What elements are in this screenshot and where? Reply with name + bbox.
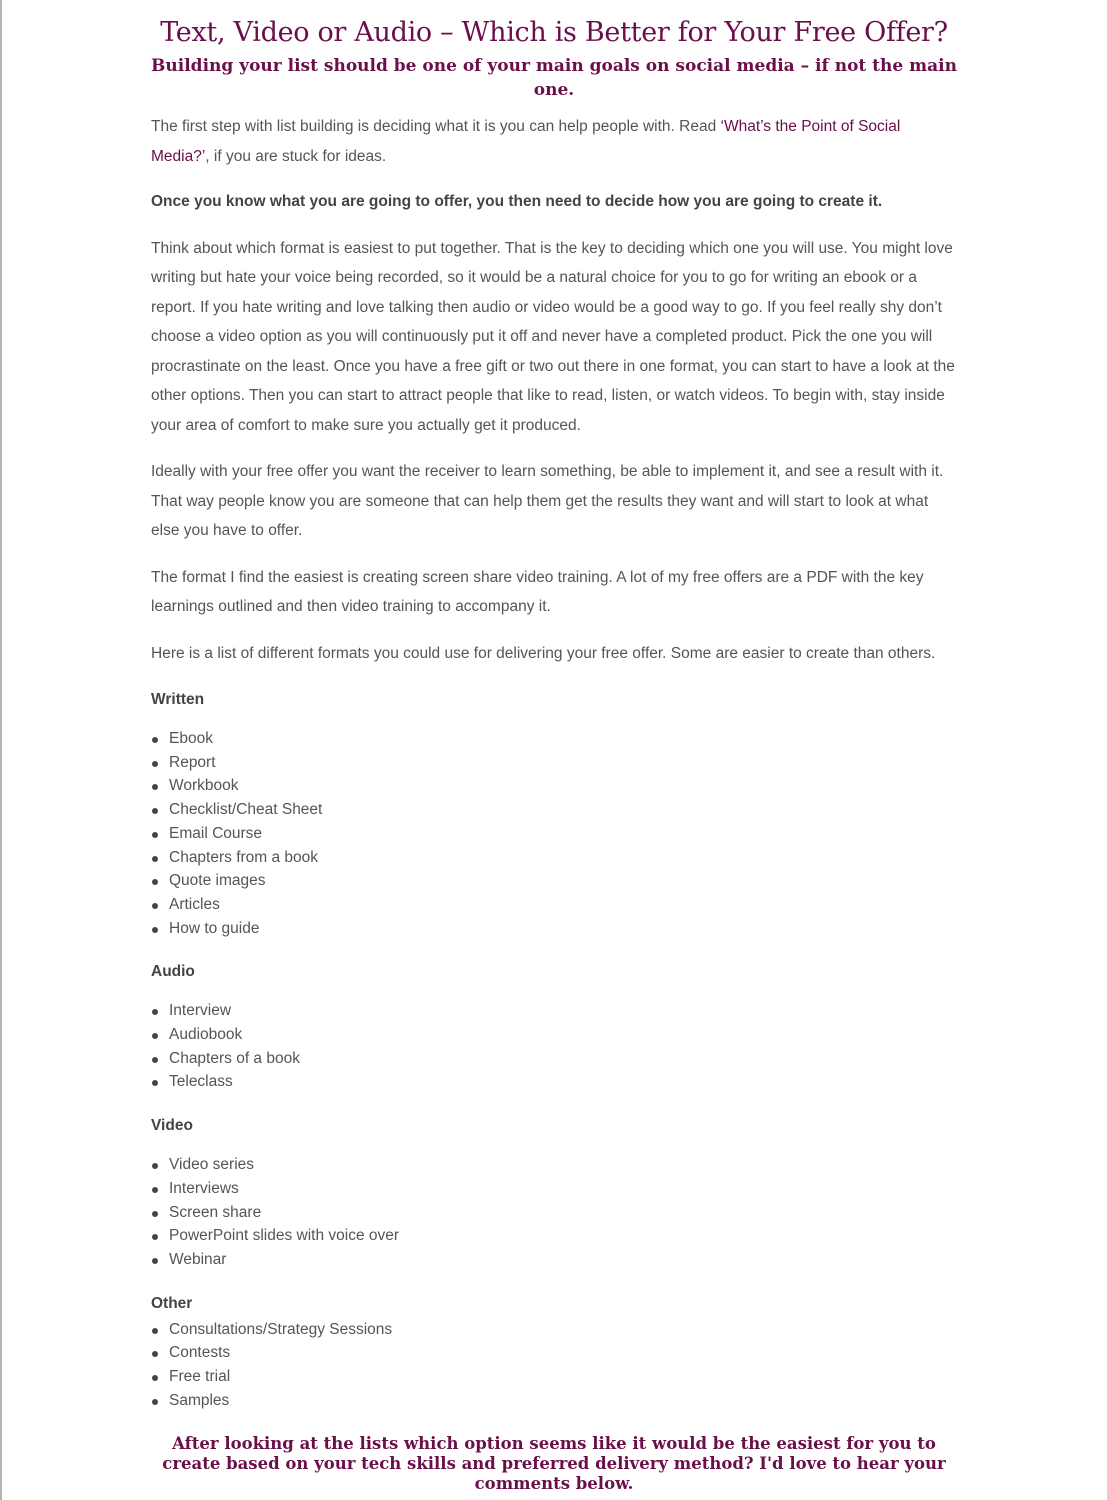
list-item	[151, 798, 957, 822]
list-item-label: How to guide	[169, 919, 260, 937]
page-left-border	[0, 0, 2, 1500]
format-list-audio	[151, 999, 957, 1094]
easiest-format-paragraph: The format I find the easiest is creating screen share video training. A lot of my free offers are a PDF with the key learnings outlined and then video training to accompany it.	[151, 568, 924, 615]
list-item	[151, 1153, 957, 1177]
list-item-label: Articles	[169, 895, 220, 913]
list-item-label: Report	[169, 753, 216, 771]
format-list-other	[151, 1318, 957, 1413]
section-heading-video: Video	[151, 1117, 193, 1135]
list-item	[151, 893, 957, 917]
list-item	[151, 751, 957, 775]
bullet-icon	[152, 879, 158, 885]
intro-text-after-link: , if you are stuck for ideas.	[205, 147, 387, 165]
list-item	[151, 1201, 957, 1225]
list-item-label: Chapters of a book	[169, 1049, 300, 1067]
list-item	[151, 917, 957, 941]
list-item-label: Interview	[169, 1002, 232, 1020]
bullet-icon	[152, 1328, 158, 1334]
list-item	[151, 1341, 957, 1365]
bullet-icon	[152, 1234, 158, 1240]
list-item	[151, 727, 957, 751]
list-item	[151, 1047, 957, 1071]
bullet-icon	[152, 1399, 158, 1405]
intro-paragraph	[151, 112, 957, 171]
bullet-icon	[152, 1187, 158, 1193]
bullet-icon	[152, 1258, 158, 1264]
bullet-icon	[152, 1057, 158, 1063]
bullet-icon	[152, 1211, 158, 1217]
list-item	[151, 869, 957, 893]
list-item	[151, 846, 957, 870]
list-item-label: Teleclass	[169, 1073, 233, 1091]
list-item-label: Audiobook	[169, 1026, 243, 1044]
bullet-icon	[152, 832, 158, 838]
list-intro-paragraph: Here is a list of different formats you could use for delivering your free offer. Some are easier to create than others.	[151, 644, 936, 662]
bullet-icon	[152, 927, 158, 933]
list-item-label: Samples	[169, 1391, 230, 1409]
article-title: Text, Video or Audio – Which is Better for Your Free Offer?	[160, 17, 948, 48]
bullet-icon	[152, 856, 158, 862]
format-paragraph: Think about which format is easiest to put together. That is the key to deciding which one you will use. You might love writing but hate your voice being recorded, so it would be a natural choice for you to go for writing an ebook or a report. If you hate writing and love talking then audio or video would be a good way to go. If you feel really shy don’t choose a video option as you will continuously put it off and never have a completed product. Pick the one you will procrastinate on the least. Once you have a free gift or two out there in one format, you can start to have a look at the other options. Then you can start to attract people that like to read, listen, or watch videos. To begin with, stay inside your area of comfort to make sure you actually get it produced.	[151, 239, 955, 434]
section-heading-written: Written	[151, 691, 205, 708]
list-item	[151, 774, 957, 798]
list-item	[151, 1023, 957, 1047]
format-sections	[151, 685, 957, 1412]
list-item-label: Checklist/Cheat Sheet	[169, 801, 323, 819]
list-item-label: Ebook	[169, 730, 213, 747]
bullet-icon	[152, 1009, 158, 1015]
list-item	[151, 822, 957, 846]
bullet-icon	[152, 1375, 158, 1381]
list-item	[151, 1389, 957, 1413]
bullet-icon	[152, 1033, 158, 1039]
list-item-label: Quote images	[169, 872, 266, 890]
list-item	[151, 999, 957, 1023]
whats-the-point-link[interactable]: ‘What’s the Point of Social Media?’	[151, 118, 901, 165]
bullet-icon	[152, 1351, 158, 1357]
format-list-video	[151, 1153, 957, 1272]
bullet-icon	[152, 761, 158, 767]
bullet-icon	[152, 903, 158, 909]
article	[151, 0, 957, 1494]
ideal-paragraph: Ideally with your free offer you want the receiver to learn something, be able to implement it, and see a result with it. That way people know you are someone that can help them get the results they want and will start to look at what else you have to offer.	[151, 463, 944, 539]
bullet-icon	[152, 737, 158, 743]
list-item	[151, 1365, 957, 1389]
bullet-icon	[152, 1163, 158, 1169]
list-item-label: Screen share	[169, 1203, 262, 1221]
list-item-label: Email Course	[169, 824, 263, 842]
article-subtitle: Building your list should be one of your main goals on social media – if not the main one.	[151, 56, 957, 100]
bullet-icon	[152, 784, 158, 790]
list-item-label: Interviews	[169, 1179, 239, 1197]
intro-text-before-link: The first step with list building is deciding what it is you can help people with. Read	[151, 118, 721, 135]
list-item	[151, 1248, 957, 1272]
list-item-label: Video series	[169, 1156, 255, 1174]
list-item-label: Free trial	[169, 1368, 231, 1386]
list-item	[151, 1224, 957, 1248]
format-list-written	[151, 727, 957, 940]
section-heading-other: Other	[151, 1294, 193, 1312]
list-item-label: Webinar	[169, 1250, 227, 1268]
list-item	[151, 1177, 957, 1201]
list-item-label: Consultations/Strategy Sessions	[169, 1320, 393, 1338]
list-item-label: Workbook	[169, 777, 239, 795]
closing-question: After looking at the lists which option seems like it would be the easiest for you to create based on your tech skills and preferred delivery method? I'd love to hear your comments below.	[162, 1434, 946, 1494]
list-item-label: Chapters from a book	[169, 848, 319, 866]
bullet-icon	[152, 1080, 158, 1086]
bullet-icon	[152, 808, 158, 814]
list-item	[151, 1318, 957, 1342]
list-item	[151, 1070, 957, 1094]
section-heading-audio: Audio	[151, 963, 195, 981]
list-item-label: PowerPoint slides with voice over	[169, 1227, 400, 1245]
bold-paragraph: Once you know what you are going to offer, you then need to decide how you are going to create it.	[151, 193, 883, 210]
list-item-label: Contests	[169, 1344, 231, 1362]
